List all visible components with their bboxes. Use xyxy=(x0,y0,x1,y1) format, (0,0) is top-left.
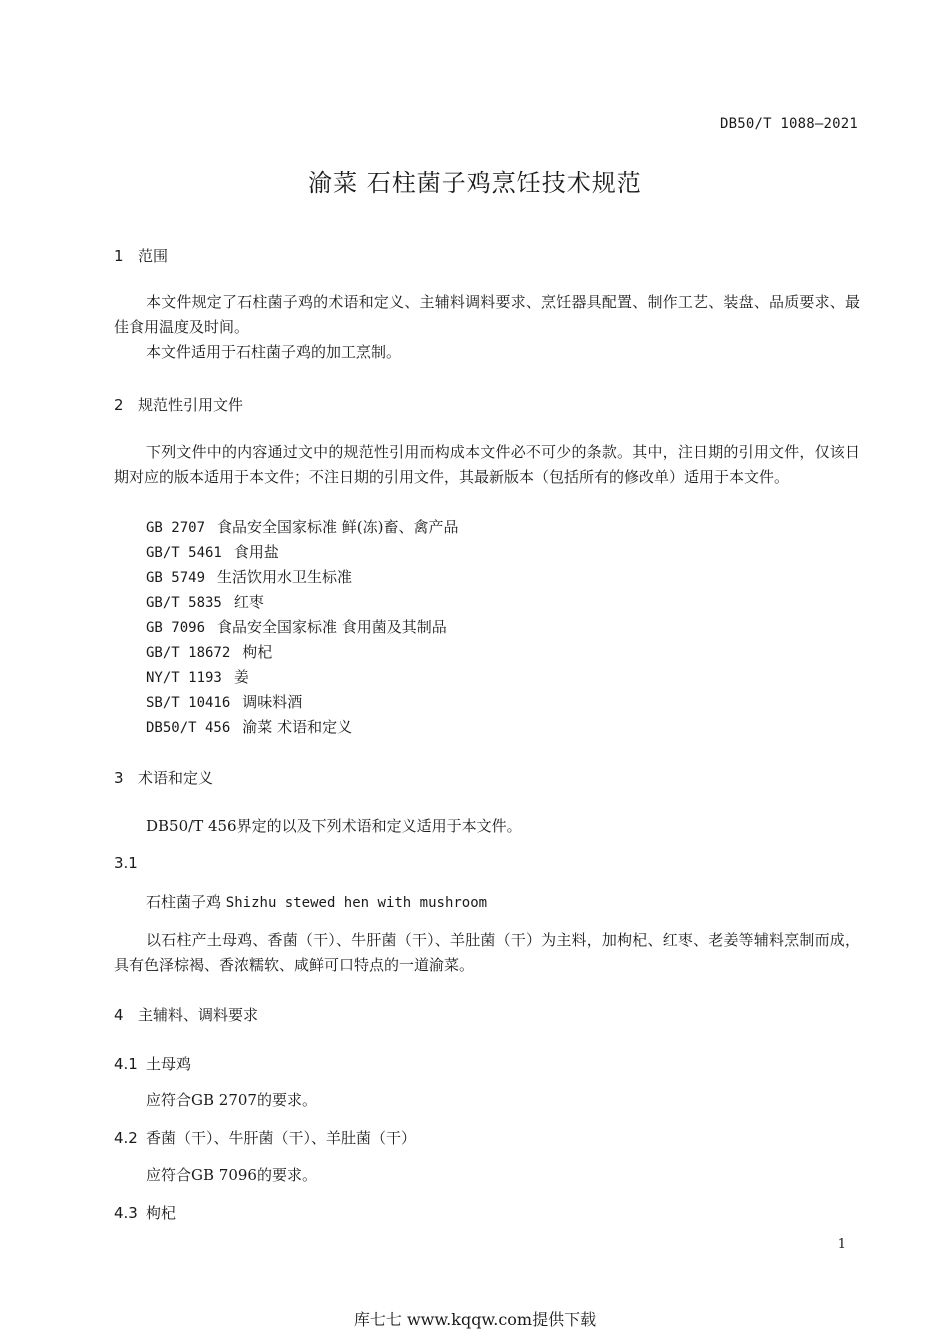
reference-item xyxy=(146,716,352,737)
subsection-4-3-heading xyxy=(114,1202,176,1223)
reference-name: 食品安全国家标准 食用菌及其制品 xyxy=(217,618,447,636)
section-2-heading xyxy=(114,394,243,415)
page-number: 1 xyxy=(837,1237,846,1252)
reference-code: GB/T 18672 xyxy=(146,645,231,661)
section-1-heading xyxy=(114,245,168,266)
reference-code: GB/T 5835 xyxy=(146,595,222,611)
term-entry xyxy=(146,891,487,912)
section-4-heading xyxy=(114,1004,258,1025)
reference-code: DB50/T 456 xyxy=(146,720,231,736)
section-number: 4 xyxy=(114,1006,124,1024)
reference-item xyxy=(146,691,302,712)
subsection-number: 4.2 xyxy=(114,1129,138,1147)
reference-item xyxy=(146,666,249,687)
section-number: 3 xyxy=(114,769,124,787)
section-1-paragraph-1: 本文件规定了石柱菌子鸡的术语和定义、主辅料调料要求、烹饪器具配置、制作工艺、装盘、品质要求、最佳食用温度及时间。 xyxy=(114,293,860,336)
section-title: 规范性引用文件 xyxy=(138,396,244,414)
reference-name: 枸杞 xyxy=(242,643,273,661)
subsection-4-2-text: 应符合GB 7096的要求。 xyxy=(146,1166,317,1184)
reference-name: 姜 xyxy=(233,668,249,686)
reference-name: 渝菜 术语和定义 xyxy=(242,718,353,736)
section-title: 主辅料、调料要求 xyxy=(138,1006,259,1024)
subsection-3-1-number: 3.1 xyxy=(114,854,138,872)
reference-code: SB/T 10416 xyxy=(146,695,231,711)
section-2-intro: 下列文件中的内容通过文中的规范性引用而构成本文件必不可少的条款。其中，注日期的引用文件，仅该日期对应的版本适用于本文件；不注日期的引用文件，其最新版本（包括所有的修改单）适用于本文件。 xyxy=(114,443,860,486)
term-english: Shizhu stewed hen with mushroom xyxy=(225,895,488,911)
section-1-paragraph-2: 本文件适用于石柱菌子鸡的加工烹制。 xyxy=(146,343,402,361)
section-number: 2 xyxy=(114,396,124,414)
reference-name: 调味料酒 xyxy=(242,693,303,711)
section-title: 范围 xyxy=(138,247,169,265)
reference-name: 食品安全国家标准 鲜(冻)畜、禽产品 xyxy=(217,518,459,536)
reference-code: GB 5749 xyxy=(146,570,206,586)
reference-code: GB 7096 xyxy=(146,620,206,636)
section-number: 1 xyxy=(114,247,124,265)
document-title: 渝菜 石柱菌子鸡烹饪技术规范 xyxy=(308,169,642,197)
reference-item xyxy=(146,541,279,562)
reference-item xyxy=(146,516,459,537)
subsection-4-2-heading xyxy=(114,1127,416,1148)
reference-item xyxy=(146,616,447,637)
section-title: 术语和定义 xyxy=(138,769,214,787)
section-3-heading xyxy=(114,767,213,788)
subsection-title: 土母鸡 xyxy=(146,1055,192,1073)
reference-code: GB 2707 xyxy=(146,520,206,536)
reference-code: GB/T 5461 xyxy=(146,545,222,561)
term-chinese: 石柱菌子鸡 xyxy=(146,893,222,911)
download-footer: 库七七 www.kqqw.com提供下载 xyxy=(353,1310,597,1329)
subsection-number: 4.3 xyxy=(114,1204,138,1222)
reference-item xyxy=(146,641,272,662)
reference-code: NY/T 1193 xyxy=(146,670,222,686)
term-definition: 以石柱产土母鸡、香菌（干）、牛肝菌（干）、羊肚菌（干）为主料，加枸杞、红枣、老姜等辅料烹制而成，具有色泽棕褐、香浓糯软、咸鲜可口特点的一道渝菜。 xyxy=(114,931,860,974)
reference-name: 生活饮用水卫生标准 xyxy=(217,568,353,586)
standard-number: DB50/T 1088—2021 xyxy=(719,116,858,132)
subsection-number: 4.1 xyxy=(114,1055,138,1073)
reference-item xyxy=(146,591,264,612)
reference-name: 红枣 xyxy=(233,593,264,611)
subsection-title: 香菌（干）、牛肝菌（干）、羊肚菌（干） xyxy=(146,1129,417,1147)
subsection-4-1-heading xyxy=(114,1053,191,1074)
reference-name: 食用盐 xyxy=(233,543,279,561)
reference-item xyxy=(146,566,352,587)
subsection-title: 枸杞 xyxy=(146,1204,177,1222)
subsection-4-1-text: 应符合GB 2707的要求。 xyxy=(146,1091,317,1109)
section-3-intro: DB50/T 456界定的以及下列术语和定义适用于本文件。 xyxy=(146,817,522,835)
